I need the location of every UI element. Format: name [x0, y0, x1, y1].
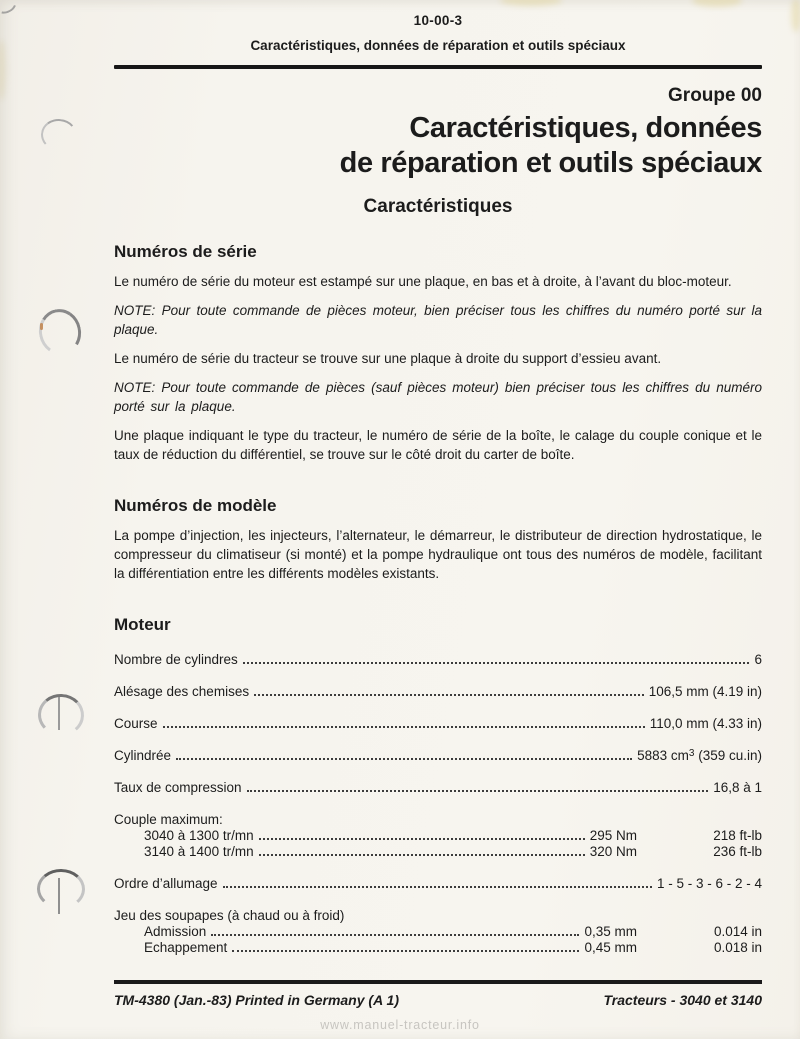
spec-label: 3140 à 1400 tr/mn: [144, 844, 254, 859]
tape-smudge: [0, 40, 6, 100]
spec-value-imperial: 218 ft-lb: [713, 828, 762, 843]
spec-value-imperial: 0.014 in: [713, 924, 762, 939]
spec-value: 16,8 à 1: [713, 780, 762, 795]
header-rule: [114, 65, 762, 69]
spec-row-torque-3140: [114, 844, 762, 859]
dot-leader: [232, 950, 579, 952]
spec-group-label: Couple maximum:: [114, 812, 223, 827]
spec-label: Course: [114, 716, 158, 731]
heading-serial-numbers: Numéros de série: [114, 242, 257, 261]
chapter-title: Caractéristiques, données de réparation et outils spéciaux: [250, 38, 626, 53]
dot-leader: [259, 854, 585, 856]
section-subtitle: Caractéristiques: [363, 196, 513, 217]
spec-value-metric: 0,45 mm: [584, 940, 637, 955]
spec-label: Echappement: [144, 940, 228, 955]
spec-row-intake: [114, 924, 762, 939]
binder-ring-mark: [37, 693, 85, 737]
watermark-url: www.manuel-tracteur.info: [320, 1018, 480, 1032]
spec-group-label: Jeu des soupapes (à chaud ou à froid): [114, 908, 345, 923]
dot-leader: [211, 934, 579, 936]
page-title: [114, 111, 762, 181]
footer-tractor-models: Tracteurs - 3040 et 3140: [603, 992, 762, 1008]
spec-label: Ordre d’allumage: [114, 876, 218, 891]
running-header: [114, 0, 762, 69]
binder-ring-stem: [58, 878, 60, 914]
engine-spec-table: [114, 652, 762, 955]
spec-value-imperial: 236 ft-lb: [713, 844, 762, 859]
spec-group-valve-clearance: [114, 908, 762, 955]
paragraph: Une plaque indiquant le type du tracteur, le numéro de série de la boîte, le calage du couple conique et le taux de réduction du différentiel, se trouve sur le côté droit du carter de boîte.: [114, 428, 762, 462]
spec-row-stroke: [114, 716, 762, 731]
spec-value: 6: [754, 652, 762, 667]
superscript: 3: [688, 748, 695, 759]
spec-row-torque-3040: [114, 828, 762, 843]
spec-row-displacement: [114, 748, 762, 763]
spec-row-firing-order: [114, 876, 762, 891]
spec-label: Nombre de cylindres: [114, 652, 238, 667]
dot-leader: [243, 662, 750, 664]
spec-row-bore: [114, 684, 762, 699]
spec-row-cylinders: [114, 652, 762, 667]
spec-value-metric: 295 Nm: [589, 828, 637, 843]
page-content: [114, 0, 762, 955]
footer-publication-info: TM-4380 (Jan.-83) Printed in Germany (A 1): [114, 992, 399, 1008]
spec-value-metric: 320 Nm: [589, 844, 637, 859]
spec-value: 110,0 mm (4.33 in): [649, 716, 762, 731]
corner-curl-mark: [0, 0, 20, 17]
page-footer: [114, 992, 762, 1008]
tape-smudge: [791, 0, 800, 32]
page-number: 10-00-3: [413, 13, 463, 28]
paragraph: Le numéro de série du moteur est estampé sur une plaque, en bas et à droite, à l’avant du bloc-moteur.: [114, 274, 732, 289]
heading-engine: Moteur: [114, 615, 171, 634]
note-paragraph: NOTE: Pour toute commande de pièces moteur, bien préciser tous les chiffres du numéro porté sur la plaque.: [114, 303, 762, 337]
spec-group-torque: [114, 812, 762, 859]
spec-label: 3040 à 1300 tr/mn: [144, 828, 254, 843]
spec-value: 1 - 5 - 3 - 6 - 2 - 4: [656, 876, 762, 891]
page-title-line2: de réparation et outils spéciaux: [339, 147, 762, 179]
binder-ring-mark: [37, 869, 86, 910]
dot-leader: [247, 790, 709, 792]
dot-leader: [223, 886, 652, 888]
heading-model-numbers: Numéros de modèle: [114, 496, 277, 515]
dot-leader: [254, 694, 644, 696]
footer-rule: [114, 980, 762, 984]
spec-label: Admission: [144, 924, 207, 939]
spec-row-exhaust: [114, 940, 762, 955]
binder-ring-mark: [39, 117, 78, 153]
spec-value-metric: 0,35 mm: [584, 924, 637, 939]
dot-leader: [163, 726, 645, 728]
spec-value: 5883 $cm^3$ (359 cu.in): [637, 748, 762, 763]
dot-leader: [259, 838, 585, 840]
page-title-line1: Caractéristiques, données: [409, 112, 762, 144]
group-label: Groupe 00: [668, 85, 762, 106]
spec-label: Cylindrée: [114, 748, 172, 763]
binder-ring-speck: [40, 323, 43, 330]
spec-value-imperial: 0.018 in: [713, 940, 762, 955]
paragraph: La pompe d’injection, les injecteurs, l’alternateur, le démarreur, le distributeur de direction hydrostatique, le compresseur du climatiseur (si monté) et la pompe hydraulique ont tous des numéros de modèle, facilitant la différentiation entre les différents modèles existants.: [114, 528, 762, 581]
dot-leader: [176, 758, 632, 760]
spec-label: Alésage des chemises: [114, 684, 250, 699]
binder-ring-mark: [35, 305, 86, 359]
binder-ring-stem: [58, 697, 60, 730]
spec-value: 106,5 mm (4.19 in): [648, 684, 762, 699]
spec-row-compression: [114, 780, 762, 795]
paragraph: Le numéro de série du tracteur se trouve sur une plaque à droite du support d’essieu avant.: [114, 351, 662, 366]
note-paragraph: NOTE: Pour toute commande de pièces (sauf pièces moteur) bien préciser tous les chiffres du numéro porté sur la plaque.: [114, 380, 762, 414]
spec-label: Taux de compression: [114, 780, 242, 795]
